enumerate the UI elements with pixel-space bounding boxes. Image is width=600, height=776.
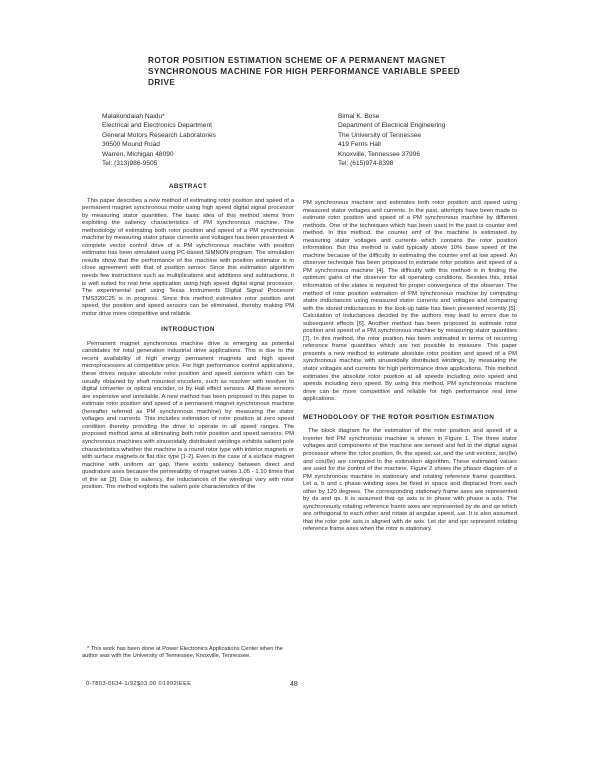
author-name: Malakondaiah Naidu*: [102, 113, 165, 120]
right-column-paragraph: PM synchronous machine and estimates both rotor position and speed using measured stator voltages and currents. In the past, attempts have been made to estimate rotor position and speed of a PM synchronous machine by different methods. One of the techniques which has been used in the past is counter emf method. In this method, the counter emf of the machine is estimated by measuring stator voltages and currents which contains the rotor position information. But this method is valid typically above 10% base speed of the machine because of the difficulty in estimating the counter emf at low speed. An observer technique has been proposed to estimate rotor position and speed of a PM synchronous machine [4]. The difficulty with this method is in finding the optimum gains of the observer for all operating conditions. Besides this, initial information of the states is required for proper convergence of the observer. The method of rotor position estimation of PM synchronous machine by computing stator inductances using measured stator currents and voltages and comparing with the stored inductances in the look-up table has been presented recently [5]. Calculation of inductances decided by the authors may lead to errors due to subsequent effects [6]. Another method has been proposed to estimate rotor position and speed of a PM synchronous machine by measuring stator quantities [7]. In this method, the rotor position has been estimated in terms of recurring reference frame quantities which are not possible to measure. This paper presents a new method to estimate absolute rotor position and speed of a PM synchronous machine with sinusoidally distributed windings, by measuring the stator voltages and currents for high performance drive applications. This method estimates the absolute rotor position at all speeds including zero speed and speeds including zero speed. By using this method, PM synchronous machine drive can be more competitive and reliable for high performance real time applications.: [303, 200, 517, 403]
abstract-text: This paper describes a new method of estimating rotor position and speed of a permanent magnet synchronous motor using high speed digital signal processor by measuring stator quantities. The basic idea of this method stems from exploiting the saliency characteristics of PM synchronous machine. The methodology of estimating both rotor position and speed of a PM synchronous machine by measuring stator phase currents and voltages has been presented. A complete vector control drive of a PM synchronous machine with position estimator has been simulated using PC-based SIMNON program. The simulation results show that the performance of the machine with position estimator is in close agreement with that of position sensor. Since this estimation algorithm needs few instructions such as multiplications and additions and subtractions, it is well suited for real time application using high speed digital signal processor. The experimental part using Texas Instruments Digital Signal Processor TMS320C25 is in progress. Since this method estimates rotor position and speed, the position and speed sensors can be eliminated, thereby making PM motor drive more competitive and reliable.: [82, 197, 294, 317]
introduction-text: Permanent magnet synchronous machine drive is emerging as potential candidates for total generation industrial drive applications. This is due to the recent availability of high energy permanent magnets and high speed microprocessors at competitive price. For high performance control applications, these drives require absolute rotor position and speed sensors which can be usually obtained by shaft mounted encoders, such as resolver with resolver to digital converter or optical encoder, or by Hall effect sensors. All these sensors are expensive and unreliable. A new method has been proposed in this paper to estimate rotor position and speed of a permanent magnet synchronous machine (hereafter referred as PM synchronous machine) by measuring the stator voltages and currents. This includes estimation of rotor position at zero speed condition thereby providing the drive to operate in all speed ranges. The proposed method aims at eliminating both rotor position and speed sensors. PM synchronous machines with sinusoidally distributed windings exhibits salient pole characteristics whether the machine is a round rotor type with interior magnets or with surface magnets or flat disc type [1-2]. Even in the case of a surface magnet machine with uniform air gap, there exists saliency between direct and quadrature axes because the permeability of magnet varies 1.05 - 1.10 times that of the air [3]. Due to saliency, the inductances of the windings vary with rotor position. The method exploits the salient pole characteristics of the: [82, 340, 294, 491]
author-dept: Electrical and Electronics Department: [102, 122, 212, 130]
author-city: Warren, Michigan 48090: [102, 150, 174, 158]
author-org: The University of Tennessee: [338, 131, 422, 139]
author-dept: Department of Electrical Engineering: [338, 122, 446, 130]
author-address: 30500 Mound Road: [102, 141, 160, 149]
author-name: Bimal K. Bose: [338, 113, 380, 120]
right-column: [303, 200, 517, 534]
author-address: 419 Ferris Hall: [338, 141, 381, 149]
author-tel: Tel: (313)986-9505: [102, 160, 158, 168]
author-city: Knoxville, Tennessee 37996: [338, 150, 420, 158]
author-tel: Tel: (615)974-8398: [338, 160, 394, 168]
paper-title: ROTOR POSITION ESTIMATION SCHEME OF A PERMANENT MAGNET SYNCHRONOUS MACHINE FOR HIGH PERFORMANCE VARIABLE SPEED DRIVE: [148, 56, 461, 87]
left-column: [82, 175, 294, 492]
methodology-text: The block diagram for the estimation of the rotor position and speed of a inverter fed PM synchronous machine is shown in Figure 1. The three stator voltages and components of the machine are sensed and fed to the digital signal processor where the rotor position, θr, the speed, ωr, and the unit vectors, sin(θe) and cos(θe) are computed in the estimation algorithm. These estimated values are used for the control of the machine. Figure 2 shows the phasor diagram of a PM synchronous machine in stationary and rotating reference frame quantities. Let a, b and c phase winding axes be fixed in space and displaced from each other by 120 degrees. The corresponding stationary frame axes are represented by ds and qs. It is assumed that qs axis is in phase with phase a axis. The synchronously rotating reference frame axes are represented by de and qe which are orthogonal to each other and rotate at angular speed, ωe. It is also assumed that the rotor pole axis is aligned with de axis. Let dsr and qsr represent rotating reference frame axes when the rotor is stationary.: [303, 428, 517, 533]
abstract-heading: ABSTRACT: [168, 183, 208, 190]
footnote-text: * This work has been done at Power Electronics Applications Center when the author was with the University of Tennessee, Knoxville, Tennessee.: [82, 646, 283, 660]
introduction-heading: INTRODUCTION: [161, 326, 215, 334]
page-number: 48: [290, 681, 298, 688]
author-block-2: [338, 112, 445, 168]
author-org: General Motors Research Laboratories: [102, 131, 216, 139]
footnote: [82, 646, 294, 661]
isbn-line: 0-7803-0634-1/92$03.00 ©1992IEEE: [86, 681, 192, 687]
author-block-1: [102, 112, 216, 168]
methodology-heading: METHODOLOGY OF THE ROTOR POSITION ESTIMATION: [303, 413, 495, 421]
